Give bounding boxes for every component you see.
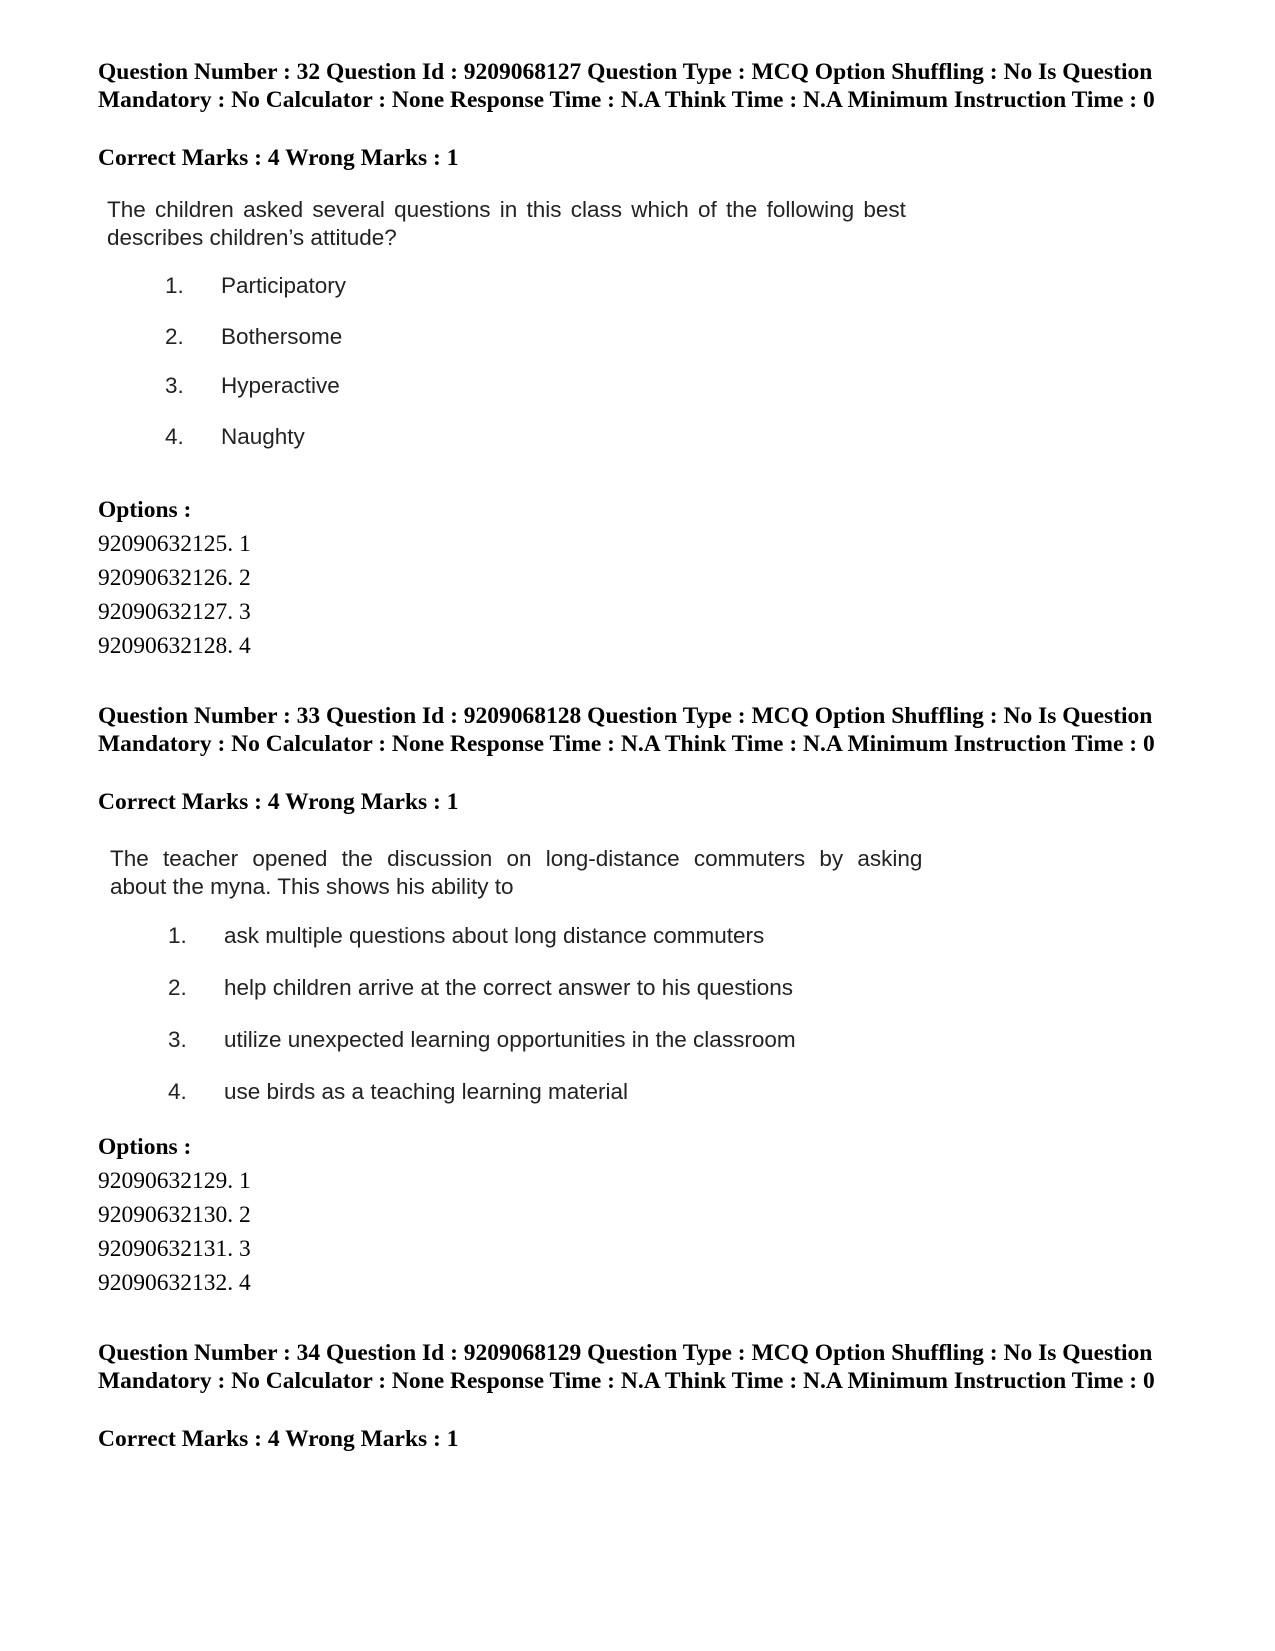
question-33-options-label: Options : bbox=[98, 1134, 192, 1160]
question-33-option-3: 92090632131. 3 bbox=[98, 1236, 251, 1262]
choice-number: 1. bbox=[165, 273, 184, 298]
question-32-header: Question Number : 32 Question Id : 9209068127 Question Type : MCQ Option Shuffling : No Is Question Mandatory : No Calculator : None Response Time : N.A Think Time : N.A Minimum Instruction Time : 0 bbox=[98, 59, 1155, 113]
choice-text: Participatory bbox=[221, 273, 347, 298]
question-34-marks: Correct Marks : 4 Wrong Marks : 1 bbox=[98, 1426, 459, 1452]
choice-number: 2. bbox=[168, 975, 187, 1000]
question-32-stem bbox=[107, 196, 906, 252]
choice-number: 2. bbox=[165, 324, 184, 349]
choice-number: 4. bbox=[168, 1079, 187, 1104]
question-33-header: Question Number : 33 Question Id : 9209068128 Question Type : MCQ Option Shuffling : No Is Question Mandatory : No Calculator : None Response Time : N.A Think Time : N.A Minimum Instruction Time : 0 bbox=[98, 703, 1155, 757]
choice-text: help children arrive at the correct answer to his questions bbox=[224, 975, 794, 1000]
question-33-stem-line-1: The teacher opened the discussion on long-distance commuters by asking bbox=[110, 846, 923, 871]
question-34-header: Question Number : 34 Question Id : 9209068129 Question Type : MCQ Option Shuffling : No Is Question Mandatory : No Calculator : None Response Time : N.A Think Time : N.A Minimum Instruction Time : 0 bbox=[98, 1340, 1155, 1394]
question-32-option-3: 92090632127. 3 bbox=[98, 599, 251, 625]
choice-text: Bothersome bbox=[221, 324, 343, 349]
choice-text: use birds as a teaching learning material bbox=[224, 1079, 628, 1104]
question-32-marks: Correct Marks : 4 Wrong Marks : 1 bbox=[98, 145, 459, 171]
question-33-option-2: 92090632130. 2 bbox=[98, 1202, 251, 1228]
question-32-option-1: 92090632125. 1 bbox=[98, 531, 251, 557]
question-33-stem bbox=[110, 845, 922, 901]
question-32-option-4: 92090632128. 4 bbox=[98, 633, 251, 659]
question-33-stem-line-2: about the myna. This shows his ability to bbox=[110, 874, 514, 899]
question-33-option-4: 92090632132. 4 bbox=[98, 1270, 251, 1296]
choice-number: 3. bbox=[168, 1027, 187, 1052]
choice-text: utilize unexpected learning opportunities in the classroom bbox=[224, 1027, 796, 1052]
choice-text: ask multiple questions about long distance commuters bbox=[224, 923, 765, 948]
question-33-option-1: 92090632129. 1 bbox=[98, 1168, 251, 1194]
question-32-stem-line-2: describes children’s attitude? bbox=[107, 225, 397, 250]
choice-text: Naughty bbox=[221, 424, 305, 449]
choice-number: 4. bbox=[165, 424, 184, 449]
choice-number: 3. bbox=[165, 373, 184, 398]
question-32-stem-line-1: The children asked several questions in this class which of the following best bbox=[107, 197, 906, 222]
question-32-option-2: 92090632126. 2 bbox=[98, 565, 251, 591]
question-32-options-label: Options : bbox=[98, 497, 192, 523]
choice-number: 1. bbox=[168, 923, 187, 948]
choice-text: Hyperactive bbox=[221, 373, 340, 398]
question-33-marks: Correct Marks : 4 Wrong Marks : 1 bbox=[98, 789, 459, 815]
